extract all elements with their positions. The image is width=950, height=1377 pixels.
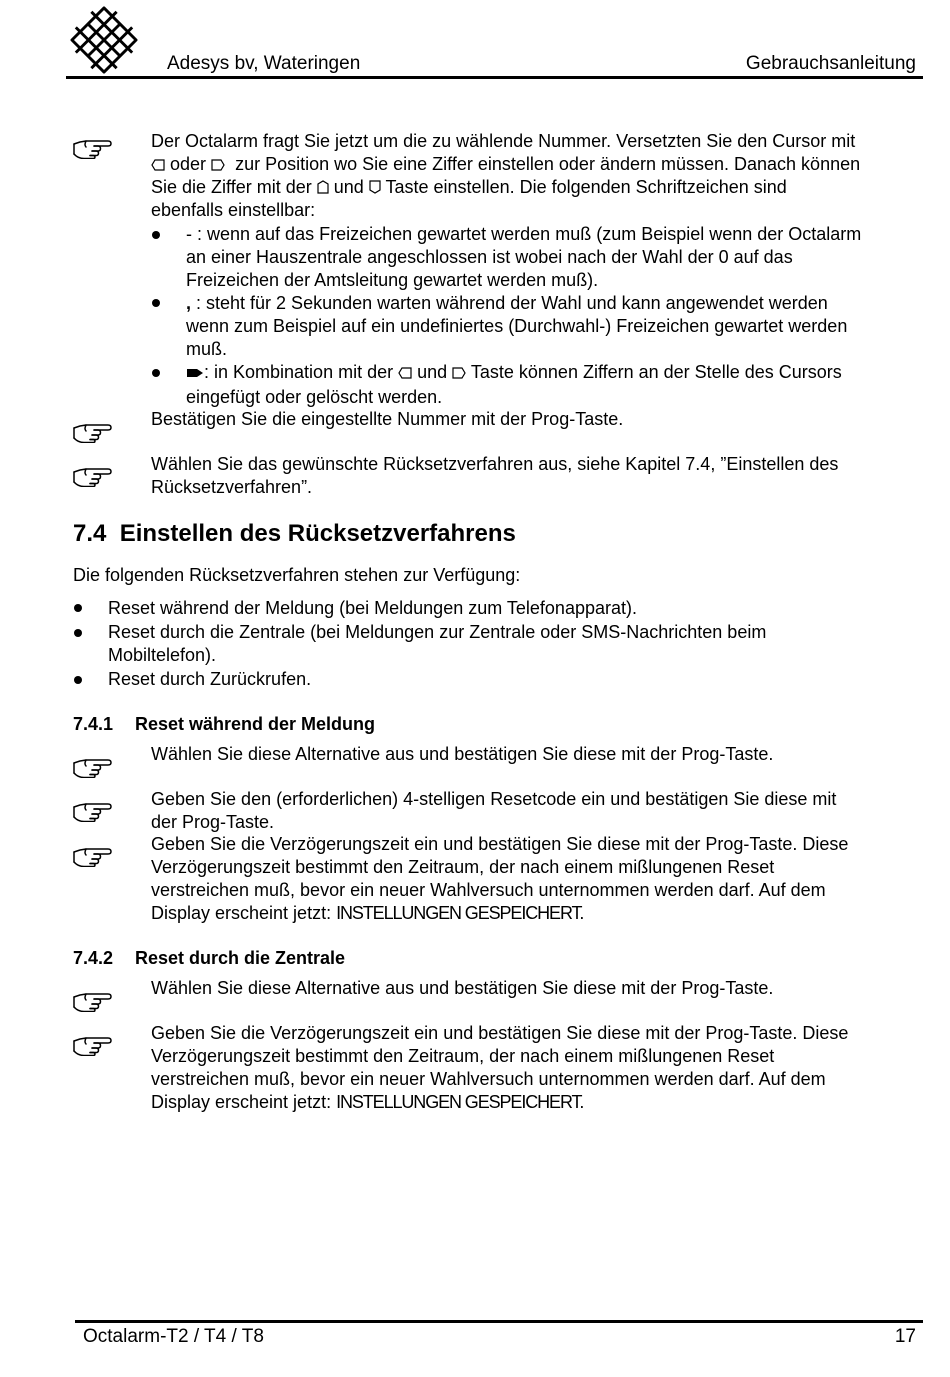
step-text: Geben Sie die Verzögerungszeit ein und bestätigen Sie diese mit der Prog-Taste. Diese Verzögerungszeit bestimmt den Zeitraum, der nach einem mißlungenen Reset verstreichen muß, bevor ein neuer Wahlversuch unternommen werden darf. Auf dem Display erscheint jetzt: INSTELLUNGEN GESPEICHERT. [151,834,849,923]
hand-pointer-icon [72,421,112,443]
section-heading: 7.4 Einstellen des Rücksetzverfahrens [73,520,516,547]
reset-option-item: Reset durch Zurückrufen. [108,669,312,689]
hand-pointer-icon [72,1034,112,1056]
hand-pointer-icon [72,465,112,487]
bullet [152,369,160,377]
subsection-number: 7.4.1 [73,714,114,734]
step-text: Wählen Sie diese Alternative aus und bestätigen Sie diese mit der Prog-Taste. [151,744,774,764]
reset-option-item: Reset während der Meldung (bei Meldungen zum Telefonapparat). [108,598,637,618]
intro-line: Der Octalarm fragt Sie jetzt um die zu wählende Nummer. Versetzten Sie den Cursor mit [151,131,856,151]
bullet [152,299,160,307]
hand-pointer-icon [72,756,112,778]
company-logo [70,6,138,74]
cursor-right-key-icon [211,159,225,171]
down-key-icon [369,180,381,194]
hand-pointer-icon [72,800,112,822]
cursor-left-key-icon [151,159,165,171]
bullet [74,676,82,684]
char-comma-description: , : steht für 2 Sekunden warten während der Wahl und kann angewendet werden wenn zum Beispiel auf ein undefiniertes (Durchwahl-) Freizeichen gewartet werden muß. [186,293,848,359]
header-company: Adesys bv, Wateringen [167,53,361,74]
subsection-number: 7.4.2 [73,948,114,968]
step-text: Wählen Sie diese Alternative aus und bestätigen Sie diese mit der Prog-Taste. [151,978,774,998]
header-rule [66,76,923,79]
confirm-number-step: Bestätigen Sie die eingestellte Nummer mit der Prog-Taste. [151,409,624,429]
display-message: INSTELLUNGEN GESPEICHERT. [336,903,584,923]
bullet [74,629,82,637]
hand-pointer-icon [72,137,112,159]
page-number: 17 [894,1326,916,1347]
subsection-heading: Reset durch die Zentrale [135,948,346,968]
bullet [74,604,82,612]
header-doc-type: Gebrauchsanleitung [745,53,916,74]
step-text: Geben Sie die Verzögerungszeit ein und bestätigen Sie diese mit der Prog-Taste. Diese Verzögerungszeit bestimmt den Zeitraum, der nach einem mißlungenen Reset verstreichen muß, bevor ein neuer Wahlversuch unternommen werden darf. Auf dem Display erscheint jetzt: INSTELLUNGEN GESPEICHERT. [151,1023,849,1112]
intro-line: Sie die Ziffer mit der und Taste einstellen. Die folgenden Schriftzeichen sind [151,177,787,197]
reset-option-item: Reset durch die Zentrale (bei Meldungen zur Zentrale oder SMS-Nachrichten beim Mobiltelefon). [108,622,767,665]
intro-line: oder zur Position wo Sie eine Ziffer einstellen oder ändern müssen. Danach können [151,153,931,176]
footer-rule [75,1320,923,1323]
cursor-right-key-icon [452,367,466,379]
char-arrow-description: : in Kombination mit der und Taste können Ziffern an der Stelle des Cursors eingefügt oder gelöscht werden. [186,362,842,407]
subsection-heading: Reset während der Meldung [135,714,376,734]
step-text: Geben Sie den (erforderlichen) 4-stelligen Resetcode ein und bestätigen Sie diese mit der Prog-Taste. [151,789,837,832]
char-dash-description: - : wenn auf das Freizeichen gewartet werden muß (zum Beispiel wenn der Octalarm an einer Hauszentrale angeschlossen ist wobei nach der Wahl der 0 auf das Freizeichen der Amtsleitung gewartet werden muß). [186,224,862,290]
intro-line: ebenfalls einstellbar: [151,200,316,220]
intro-paragraph [151,130,931,222]
hand-pointer-icon [72,990,112,1012]
up-key-icon [317,180,329,194]
hand-pointer-icon [72,845,112,867]
select-reset-step: Wählen Sie das gewünschte Rücksetzverfahren aus, siehe Kapitel 7.4, ”Einstellen des Rücksetzverfahren”. [151,454,839,497]
bullet [152,231,160,239]
display-message: INSTELLUNGEN GESPEICHERT. [336,1092,584,1112]
insert-arrow-icon [186,367,204,379]
cursor-left-key-icon [398,367,412,379]
footer-model: Octalarm-T2 / T4 / T8 [83,1326,264,1347]
section-lead: Die folgenden Rücksetzverfahren stehen zur Verfügung: [73,565,521,585]
